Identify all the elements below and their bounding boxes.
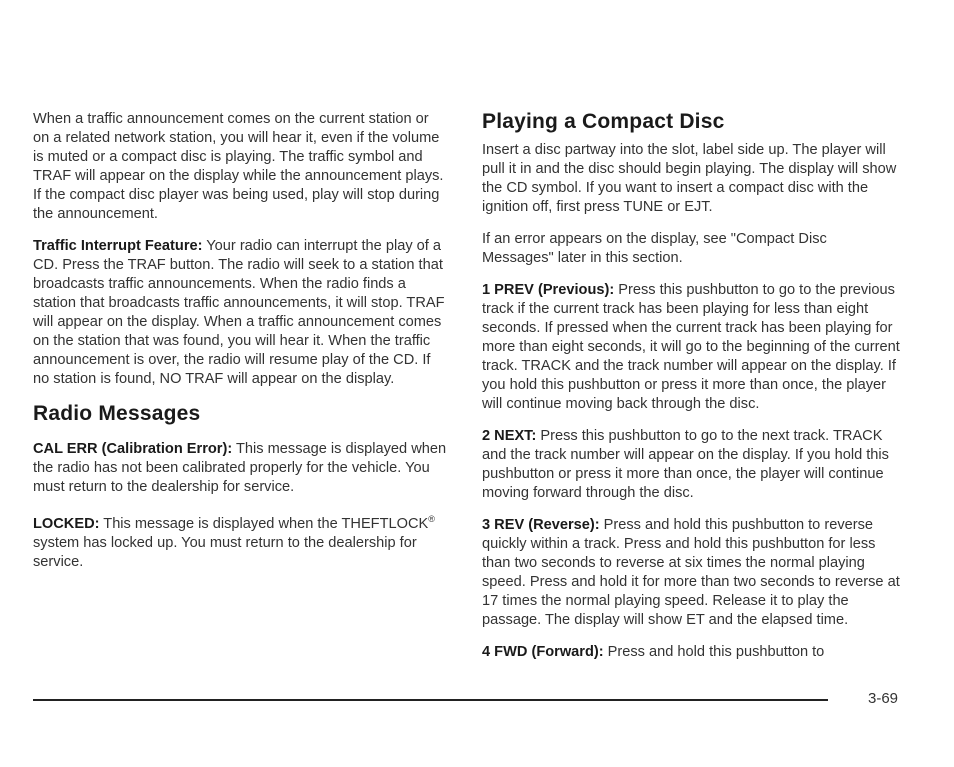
- next-lead: 2 NEXT:: [482, 428, 537, 444]
- footer-rule: [33, 699, 828, 701]
- next-text: Press this pushbutton to go to the next track. TRACK and the track number will appear on the display. If you hold this pushbutton or press it more than once, the player will continue moving forward through the disc.: [482, 428, 889, 501]
- cal-err-text: This message is displayed when the radio has not been calibrated properly for the vehicle. You must return to the dealership for service.: [33, 441, 447, 495]
- locked-paragraph: [33, 510, 448, 572]
- next-paragraph: [482, 427, 902, 503]
- cal-err-lead: CAL ERR (Calibration Error):: [33, 441, 233, 457]
- traffic-interrupt-paragraph: [33, 237, 448, 389]
- prev-paragraph: [482, 281, 902, 414]
- page-number: 3-69: [868, 690, 899, 707]
- locked-text-a: This message is displayed when the THEFTLOCK: [99, 515, 429, 532]
- fwd-lead: 4 FWD (Forward):: [482, 644, 604, 660]
- prev-text: Press this pushbutton to go to the previous track if the current track has been playing for less than eight seconds. If pressed when the current track has been playing for more than eight seconds, it will go to the beginning of the current track. TRACK and the track number will appear on the display. If you hold this pushbutton or press it more than once, the player will continue moving back through the disc.: [482, 282, 900, 412]
- cal-err-paragraph: [33, 440, 448, 497]
- traffic-announcement-paragraph: When a traffic announcement comes on the current station or on a related network station, you will hear it, even if the volume is muted or a compact disc is playing. The traffic symbol and TRAF will appear on the display while the announcement plays. If the compact disc player was being used, play will stop during the announcement.: [33, 111, 444, 222]
- error-paragraph: If an error appears on the display, see "Compact Disc Messages" later in this section.: [482, 231, 827, 266]
- locked-lead: LOCKED:: [33, 515, 100, 532]
- locked-text-b: system has locked up. You must return to the dealership for service.: [33, 534, 417, 570]
- rev-text: Press and hold this pushbutton to reverse quickly within a track. Press and hold this pushbutton for less than two seconds to reverse at six times the normal playing speed. Press and hold it for more than two seconds to reverse at 17 times the normal playing speed. Release it to play the passage. The display will show ET and the elapsed time.: [482, 517, 900, 628]
- fwd-text: Press and hold this pushbutton to: [603, 644, 825, 660]
- traffic-interrupt-lead: Traffic Interrupt Feature:: [33, 238, 203, 254]
- traffic-interrupt-text: Your radio can interrupt the play of a CD. Press the TRAF button. The radio will seek to a station that broadcasts traffic announcements. When the radio finds a station that broadcasts traffic announcements, it will stop. TRAF will appear on the display. When a traffic announcement comes on the station that was found, you will hear it. When the traffic announcement is over, the radio will resume play of the CD. If no station is found, NO TRAF will appear on the display.: [33, 238, 445, 387]
- registered-mark: ®: [428, 514, 435, 524]
- right-column: [482, 110, 902, 675]
- radio-messages-heading: Radio Messages: [33, 402, 201, 425]
- playing-cd-heading: Playing a Compact Disc: [482, 110, 725, 133]
- left-column: [33, 110, 448, 585]
- rev-lead: 3 REV (Reverse):: [482, 517, 600, 533]
- fwd-paragraph: [482, 643, 902, 662]
- prev-lead: 1 PREV (Previous):: [482, 282, 615, 298]
- insert-disc-paragraph: Insert a disc partway into the slot, label side up. The player will pull it in and the disc should begin playing. The display will show the CD symbol. If you want to insert a compact disc with the ignition off, first press TUNE or EJT.: [482, 142, 897, 215]
- rev-paragraph: [482, 516, 902, 630]
